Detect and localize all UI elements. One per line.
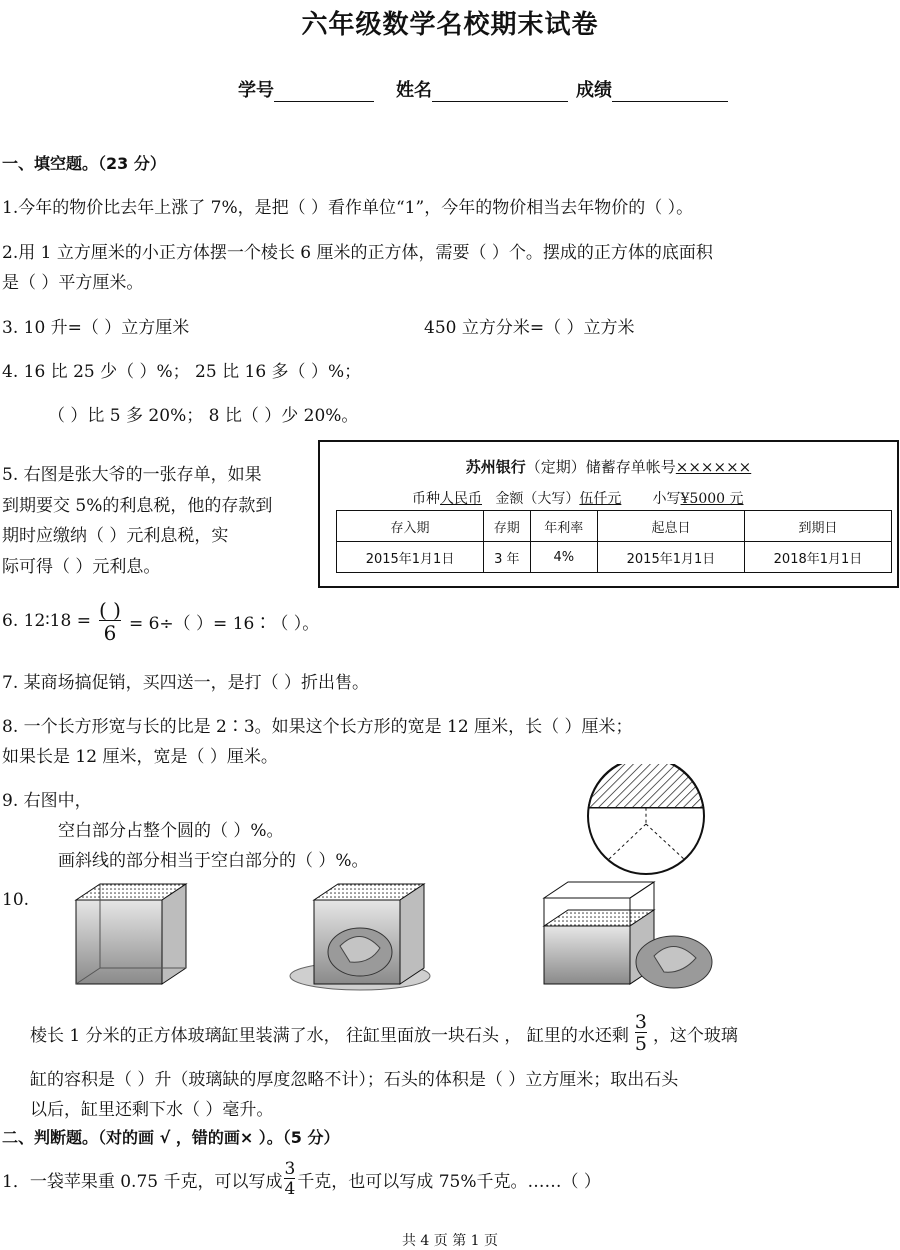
question-10-text-b: ，这个玻璃 xyxy=(652,1025,738,1046)
fraction-denominator: 5 xyxy=(634,1032,647,1055)
fraction-denominator: 4 xyxy=(284,1178,296,1199)
table-header-cell: 起息日 xyxy=(597,511,744,542)
score-blank[interactable] xyxy=(612,81,728,102)
table-cell: 2018年1月1日 xyxy=(744,542,891,573)
question-5-line: 期时应缴纳（ ）元利息税，实 xyxy=(2,526,229,546)
student-id-text: 学号 xyxy=(238,80,274,101)
fraction-numerator: 3 xyxy=(284,1158,296,1179)
bank-deposit-slip xyxy=(318,440,899,588)
question-4-line-2: （ ）比 5 多 20%； 8 比（ ）少 20%。 xyxy=(48,406,359,426)
amount-numeric: ¥5000 元 xyxy=(680,491,744,507)
question-10-line-3: 以后，缸里还剩下水（ ）毫升。 xyxy=(30,1100,274,1120)
bank-slip-subtitle: （定期）储蓄存单帐号 xyxy=(525,458,676,476)
bank-slip-title xyxy=(320,456,897,477)
bank-name: 苏州银行 xyxy=(465,458,526,476)
score-label xyxy=(576,76,728,102)
question-5 xyxy=(2,460,272,582)
table-cell: 2015年1月1日 xyxy=(337,542,484,573)
question-5-line: 到期要交 5%的利息税，他的存款到 xyxy=(2,495,273,516)
question-5-line: 际可得（ ）元利息。 xyxy=(2,556,161,577)
name-blank[interactable] xyxy=(432,81,568,102)
question-10-line-2: 缸的容积是（ ）升（玻璃缺的厚度忽略不计）；石头的体积是（ ）立方厘米；取出石头 xyxy=(30,1070,679,1090)
section-1-heading: 一、填空题。（23 分） xyxy=(2,154,166,173)
deposit-table xyxy=(336,510,892,573)
question-1: 1.今年的物价比去年上涨了 7%，是把（ ）看作单位“1”，今年的物价相当去年物价的（ ）。 xyxy=(2,198,694,218)
circle-diagram xyxy=(582,764,712,884)
fraction-numerator: 3 xyxy=(634,1010,647,1033)
question-10-number: 10. xyxy=(2,890,30,910)
table-cell: 4% xyxy=(530,542,597,573)
question-9-line-3: 画斜线的部分相当于空白部分的（ ）%。 xyxy=(58,851,369,871)
question-7: 7. 某商场搞促销，买四送一，是打（ ）折出售。 xyxy=(2,673,370,693)
section-2-heading: 二、判断题。（对的画 √ ，错的画× ）。（5 分） xyxy=(2,1128,340,1147)
table-header-cell: 到期日 xyxy=(744,511,891,542)
question-8-line-2: 如果长是 12 厘米，宽是（ ）厘米。 xyxy=(2,747,278,767)
currency-value: 人民币 xyxy=(440,491,482,507)
judge-question-1-fraction xyxy=(284,1158,296,1199)
full-tank-figure xyxy=(76,884,186,984)
question-10-text-a: 棱长 1 分米的正方体玻璃缸里装满了水， 往缸里面放一块石头 ， 缸里的水还剩 xyxy=(30,1025,629,1046)
judge-question-1-prefix: 1．一袋苹果重 0.75 千克，可以写成 xyxy=(2,1171,283,1192)
question-3-part-a: 3. 10 升=（ ）立方厘米 xyxy=(2,318,190,338)
question-2-line-1: 2.用 1 立方厘米的小正方体摆一个棱长 6 厘米的正方体，需要（ ）个。摆成的正方体的底面积 xyxy=(2,243,713,263)
fraction-denominator: 6 xyxy=(99,620,121,643)
question-3-part-b: 450 立方分米=（ ）立方米 xyxy=(424,318,635,338)
page-footer: 共 4 页 第 1 页 xyxy=(401,1233,499,1249)
fraction-numerator: ( ) xyxy=(98,597,121,622)
name-text: 姓名 xyxy=(396,80,432,101)
question-10-fraction xyxy=(634,1010,647,1055)
glass-tank-figures xyxy=(70,876,720,1002)
tank-with-stone-figure xyxy=(290,884,430,990)
amount-label: 金额（大写） xyxy=(495,491,580,507)
judge-question-1-suffix: 千克，也可以写成 75%千克。……（ ） xyxy=(297,1171,601,1192)
question-4-line-1: 4. 16 比 25 少（ ）%； 25 比 16 多（ ）%； xyxy=(2,362,362,382)
question-9-line-1: 9. 右图中， xyxy=(2,791,92,811)
hatched-sector xyxy=(589,764,704,808)
question-6-suffix: = 6÷（ ）= 16∶（ ）。 xyxy=(128,613,320,634)
question-6-prefix: 6. 12∶18 = xyxy=(2,611,91,631)
question-6 xyxy=(2,596,319,646)
bank-slip-amount-line xyxy=(412,488,744,508)
amount-small-label: 小写 xyxy=(652,491,681,507)
table-header-row xyxy=(337,511,892,542)
amount-written: 伍仟元 xyxy=(579,491,622,507)
table-header-cell: 存入期 xyxy=(337,511,484,542)
judge-question-1 xyxy=(2,1152,601,1206)
table-header-cell: 年利率 xyxy=(530,511,597,542)
name-label xyxy=(396,76,568,102)
question-2-line-2: 是（ ）平方厘米。 xyxy=(2,273,144,293)
tank-after-removal-figure xyxy=(544,882,712,988)
question-10-line-1 xyxy=(30,1005,738,1061)
question-6-fraction xyxy=(98,597,121,645)
table-row xyxy=(337,542,892,573)
score-text: 成绩 xyxy=(576,80,612,101)
page-title: 六年级数学名校期末试卷 xyxy=(301,10,599,40)
currency-label: 币种 xyxy=(412,491,440,507)
table-header-cell: 存期 xyxy=(484,511,531,542)
question-8-line-1: 8. 一个长方形宽与长的比是 2∶3。如果这个长方形的宽是 12 厘米，长（ ）厘米； xyxy=(2,717,633,737)
bank-account-number: ×××××× xyxy=(675,458,752,476)
student-id-blank[interactable] xyxy=(274,81,374,102)
question-5-line: 5. 右图是张大爷的一张存单，如果 xyxy=(2,465,262,485)
table-cell: 3 年 xyxy=(484,542,531,573)
student-id-label xyxy=(238,76,374,102)
question-9-line-2: 空白部分占整个圆的（ ）%。 xyxy=(58,821,284,841)
table-cell: 2015年1月1日 xyxy=(597,542,744,573)
